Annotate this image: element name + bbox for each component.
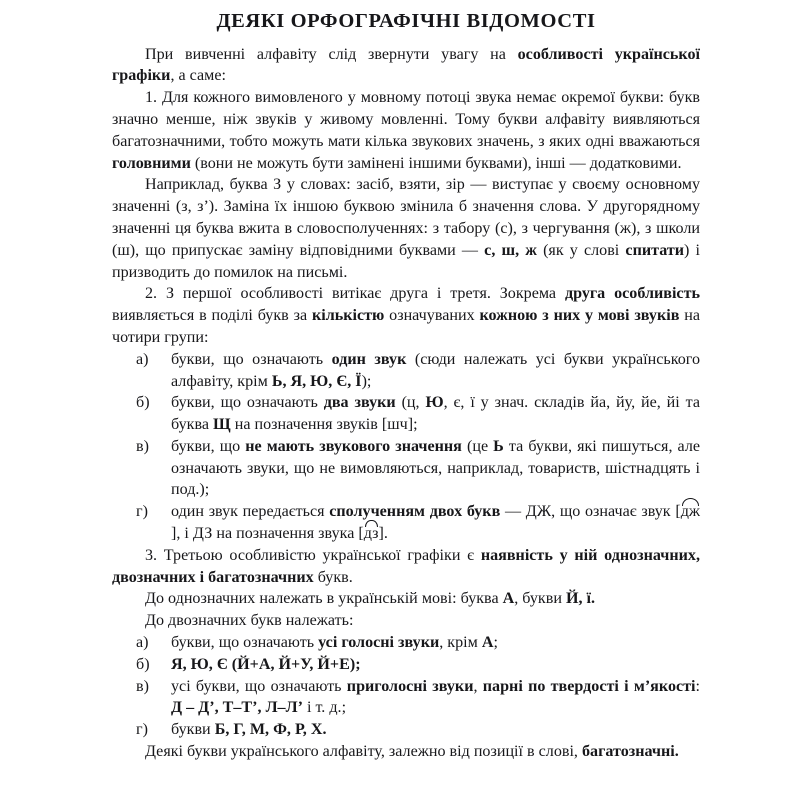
- item2-tail: на чотири групи:: [112, 307, 700, 346]
- text-run: букви, що: [171, 437, 246, 455]
- list-item-marker: в): [136, 437, 149, 455]
- text-run: — ДЖ, що означає звук [: [500, 503, 681, 521]
- text-run: та букви, які пишуться, але означають звуки, що не вимовляються, наприклад, товариств, шістнадцять і под.);: [171, 437, 700, 499]
- intro-bold-phrase: особливості української графіки: [112, 45, 700, 85]
- item2-sublist: [112, 349, 700, 545]
- list-item: [112, 719, 700, 741]
- text-run: ;: [493, 634, 498, 652]
- text-bold-run: два звуки: [323, 394, 396, 412]
- list-item: [112, 392, 700, 436]
- list-item-marker: в): [136, 677, 149, 695]
- text-run: усі букви, що означають: [171, 677, 347, 695]
- paragraph-example: [112, 174, 700, 283]
- intro-text-lead: При вивченні алфавіту слід звернути увагу на: [145, 45, 518, 63]
- text-run: букви, що означають: [171, 634, 319, 652]
- item2-bold-kozhnoyu: кожною з них у мові звуків: [479, 307, 680, 325]
- list-item-marker: г): [136, 503, 148, 521]
- text-bold-run: Ю: [425, 394, 444, 412]
- item2-mid-1: виявляється в поділі букв за: [112, 307, 312, 325]
- example-text-c: ) і призводить до помилок на письмі.: [112, 241, 701, 281]
- example-text-b: (як у слові: [536, 241, 626, 259]
- phonetic-tie-digraph: дз: [364, 523, 379, 545]
- item1-bold-holovnymy: головними: [112, 154, 191, 172]
- list-item-text: [171, 656, 361, 673]
- item2-bold-druha-osoblyvist: друга особливість: [564, 285, 700, 303]
- paragraph-item-1: [112, 87, 700, 174]
- text-run: );: [361, 372, 372, 390]
- text-run: і т. д.;: [302, 699, 347, 717]
- item3-sublist: [112, 632, 700, 741]
- paragraph-closing: [112, 741, 700, 763]
- closing-text-a: Деякі букви українського алфавіту, залежно від позиції в слові,: [145, 743, 582, 761]
- text-run: букви, що означають: [171, 394, 324, 412]
- phonetic-tie-digraph: дж: [681, 501, 700, 523]
- list-item: [112, 654, 700, 676]
- item3-lead: 3. Третьою особливістю української графіки є: [145, 546, 481, 564]
- item2-bold-kilkistyu: кількістю: [311, 307, 385, 325]
- item3-tail: букв.: [313, 568, 353, 586]
- paragraph-item-2: [112, 283, 700, 348]
- text-bold-run: парні по твердості і м’якості: [482, 677, 696, 695]
- paragraph-item-3: [112, 545, 700, 589]
- text-bold-run: сполученням двох букв: [329, 503, 501, 521]
- text-run: :: [695, 677, 700, 695]
- list-item: [112, 349, 700, 393]
- intro-text-tail: , а саме:: [170, 67, 226, 85]
- example-bold-letters: с, ш, ж: [484, 241, 537, 259]
- list-item-text: [171, 678, 700, 717]
- text-run: букви, що означають: [171, 350, 332, 368]
- list-item-text: [171, 394, 700, 433]
- odnoznachni-bold-a: А: [502, 590, 515, 608]
- item1-tail: (вони не можуть бути замінені іншими буквами), інші — додатковими.: [190, 154, 682, 172]
- text-bold-run: усі голосні звуки: [318, 634, 440, 652]
- list-item: [112, 632, 700, 654]
- text-run: , є, ї у знач. складів йа, йу, йе, йі та буква: [171, 394, 701, 434]
- list-item-text: [171, 351, 700, 390]
- paragraph-intro: [112, 44, 700, 88]
- page-title: ДЕЯКІ ОРФОГРАФІЧНІ ВІДОМОСТІ: [216, 10, 596, 32]
- odnoznachni-text-a: До однозначних належать в українській мові: буква: [145, 590, 503, 608]
- item2-mid-2: означуваних: [384, 307, 480, 325]
- list-item-text: [171, 634, 498, 651]
- list-item-marker: б): [136, 394, 150, 412]
- list-item: [112, 436, 700, 501]
- text-run: (ц,: [395, 394, 426, 412]
- item3-bold-phrase: наявність у ній однозначних, двозначних і багатозначних: [112, 546, 700, 586]
- odnoznachni-bold-b: Й, ї.: [565, 590, 596, 608]
- list-item-text: [171, 503, 700, 542]
- paragraph-dvoznachni-heading: До двозначних букв належать:: [145, 612, 354, 630]
- list-item: [112, 676, 700, 720]
- text-bold-run: А: [481, 634, 494, 652]
- example-text-a: Наприклад, буква З у словах: засіб, взяти, зір — виступає у своєму основному значенні (з, з’). Заміна їх іншою буквою змінила б значення слова. У другорядному значенні ця буква вжита в словосполученнях: з табору (с), з чергування (ж), з школи (ш), що припускає заміну відповідними буквами —: [112, 176, 700, 259]
- text-bold-run: Щ: [213, 416, 231, 434]
- list-item-text: [171, 438, 700, 499]
- item1-lead: 1. Для кожного вимовленого у мовному потоці звука немає окремої букви: букв значно менше, ніж звуків у живому мовленні. Тому букви алфавіту виявляються багатозначними, тобто можуть мати кілька звукових значень, з яких одні вважаються: [112, 89, 700, 150]
- text-bold-run: Ь: [493, 437, 504, 455]
- text-run: на позначення звуків [шч];: [230, 416, 418, 434]
- odnoznachni-text-b: , букви: [514, 590, 566, 608]
- text-bold-run: Б, Г, М, Ф, Р, Х.: [214, 721, 327, 739]
- text-run: , крім: [439, 634, 482, 652]
- list-item-marker: г): [136, 721, 148, 739]
- list-item-marker: а): [136, 634, 149, 652]
- text-bold-run: один звук: [331, 350, 407, 368]
- text-bold-run: Я, Ю, Є (Й+А, Й+У, Й+Е);: [171, 655, 361, 673]
- text-bold-run: Д – Д’, Т–Т’, Л–Л’: [171, 699, 303, 717]
- list-item: [112, 501, 700, 545]
- list-item-marker: а): [136, 350, 149, 368]
- text-run: ].: [378, 525, 388, 543]
- closing-bold-a: багатозначні.: [581, 743, 679, 761]
- example-bold-word: спитати: [625, 241, 685, 259]
- text-run: (сюди належать усі букви українського алфавіту, крім: [171, 350, 700, 390]
- item2-lead: 2. З першої особливості витікає друга і третя. Зокрема: [145, 285, 565, 303]
- text-run: ,: [473, 677, 483, 695]
- text-run: букви: [171, 721, 215, 739]
- text-run: ], і ДЗ на позначення звука [: [171, 525, 364, 543]
- text-bold-run: приголосні звуки: [346, 677, 474, 695]
- list-item-marker: б): [136, 655, 150, 673]
- paragraph-odnoznachni: [112, 588, 700, 610]
- text-run: (це: [461, 437, 494, 455]
- text-run: один звук передається: [171, 503, 330, 521]
- list-item-text: [171, 721, 326, 738]
- text-bold-run: Ь, Я, Ю, Є, Ї: [271, 372, 362, 390]
- text-bold-run: не мають звукового значення: [245, 437, 462, 455]
